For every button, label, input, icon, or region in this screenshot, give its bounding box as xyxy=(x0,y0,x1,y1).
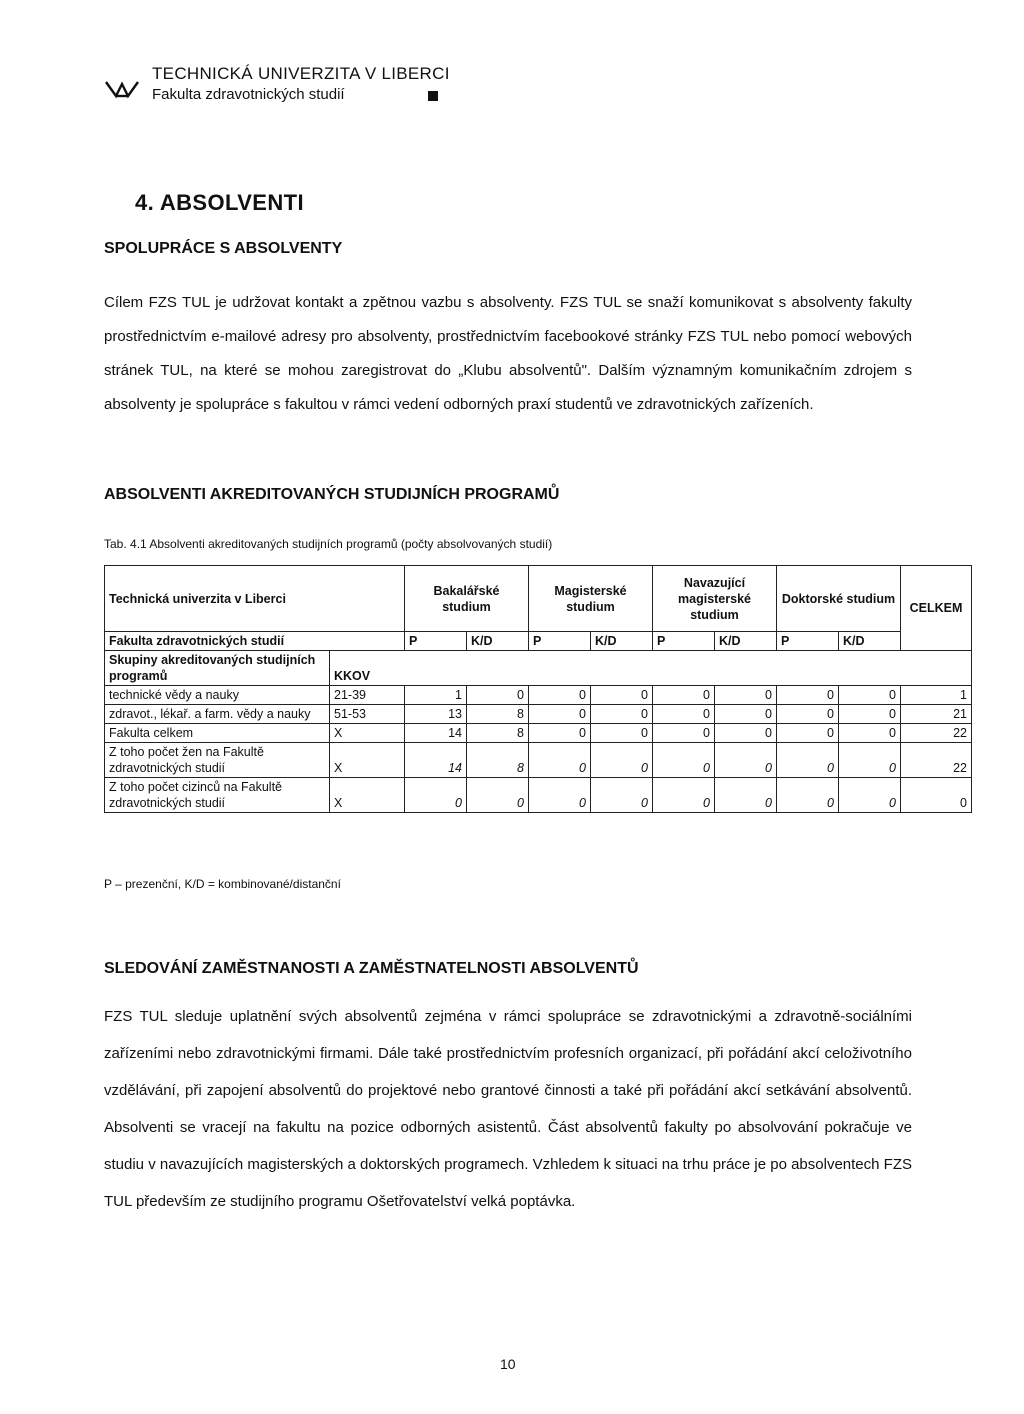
table-cell: 0 xyxy=(467,778,529,813)
table-cell: 0 xyxy=(653,705,715,724)
table-cell: 8 xyxy=(467,705,529,724)
university-logo-icon xyxy=(104,78,140,100)
table-cell: 0 xyxy=(591,724,653,743)
table-header-row xyxy=(105,566,972,632)
subheader-kd: K/D xyxy=(467,632,529,651)
row-code: X xyxy=(330,724,405,743)
col-header-doctoral: Doktorské studium xyxy=(777,566,901,632)
row-total: 22 xyxy=(901,724,972,743)
faculty-name: Fakulta zdravotnických studií xyxy=(152,86,345,103)
subtitle-graduates: ABSOLVENTI AKREDITOVANÝCH STUDIJNÍCH PROGRAMŮ xyxy=(104,486,560,503)
table-cell: 0 xyxy=(591,743,653,778)
col-header-total: CELKEM xyxy=(901,566,972,651)
table-cell: 0 xyxy=(839,724,901,743)
table-cell: 1 xyxy=(405,686,467,705)
faculty-row-label: Fakulta zdravotnických studií xyxy=(105,632,405,651)
row-total: 0 xyxy=(901,778,972,813)
subheader-kd: K/D xyxy=(839,632,901,651)
section-title: 4. ABSOLVENTI xyxy=(135,190,304,215)
table-cell: 0 xyxy=(529,743,591,778)
graduates-table xyxy=(104,565,972,813)
table-row xyxy=(105,743,972,778)
subheader-kd: K/D xyxy=(715,632,777,651)
row-code: 21-39 xyxy=(330,686,405,705)
table-cell: 8 xyxy=(467,724,529,743)
table-cell: 0 xyxy=(653,778,715,813)
row-label: Z toho počet cizinců na Fakultě zdravotnických studií xyxy=(105,778,330,813)
table-cell: 0 xyxy=(653,686,715,705)
table-row xyxy=(105,724,972,743)
table-groups-row xyxy=(105,651,972,686)
row-code: X xyxy=(330,778,405,813)
header-square-icon xyxy=(428,91,438,101)
table-cell: 14 xyxy=(405,724,467,743)
table-cell: 0 xyxy=(715,705,777,724)
row-code: 51-53 xyxy=(330,705,405,724)
row-total: 21 xyxy=(901,705,972,724)
table-cell: 0 xyxy=(715,778,777,813)
table-cell: 13 xyxy=(405,705,467,724)
table-body xyxy=(105,686,972,813)
table-cell: 0 xyxy=(653,724,715,743)
table-cell: 0 xyxy=(839,743,901,778)
subheader-p: P xyxy=(653,632,715,651)
table-caption: Tab. 4.1 Absolventi akreditovaných studijních programů (počty absolvovaných studií) xyxy=(104,537,553,551)
table-cell: 0 xyxy=(777,686,839,705)
table-row xyxy=(105,778,972,813)
table-cell: 0 xyxy=(405,778,467,813)
paragraph-employment: FZS TUL sleduje uplatnění svých absolventů zejména v rámci spolupráce se zdravotnickými a zdravotně-sociálními zařízeními nebo zdravotnickými firmami. Dále také prostřednictvím profesních organizací, při pořádání akcí celoživotního vzdělávání, při zapojení absolventů do projektové nebo grantové činnosti a také při pořádání akcí setkávání absolventů. Absolventi se vracejí na fakultu na pozice odborných asistentů. Část absolventů fakulty po absolvování pokračuje ve studiu v navazujících magisterských a doktorských programech. Vzhledem k situaci na trhu práce je po absolventech FZS TUL především ze studijního programu Ošetřovatelství velká poptávka. xyxy=(104,1008,912,1210)
table-cell: 8 xyxy=(467,743,529,778)
groups-label: Skupiny akreditovaných studijních programů xyxy=(105,651,330,686)
row-code: X xyxy=(330,743,405,778)
table-cell: 0 xyxy=(591,686,653,705)
table-cell: 0 xyxy=(715,686,777,705)
table-cell: 0 xyxy=(777,705,839,724)
col-header-follow-up-master: Navazující magisterské studium xyxy=(653,566,777,632)
table-cell: 0 xyxy=(839,686,901,705)
table-cell: 14 xyxy=(405,743,467,778)
table-cell: 0 xyxy=(529,705,591,724)
subheader-kd: K/D xyxy=(591,632,653,651)
kkov-label: KKOV xyxy=(330,651,972,686)
table-cell: 0 xyxy=(653,743,715,778)
col-header-master: Magisterské studium xyxy=(529,566,653,632)
table-row xyxy=(105,686,972,705)
table-footnote: P – prezenční, K/D = kombinované/distanční xyxy=(104,877,341,891)
table-cell: 0 xyxy=(591,705,653,724)
subheader-p: P xyxy=(777,632,839,651)
paragraph-cooperation: Cílem FZS TUL je udržovat kontakt a zpětnou vazbu s absolventy. FZS TUL se snaží komunikovat s absolventy fakulty prostřednictvím e-mailové adresy pro absolventy, prostřednictvím facebookové stránky FZS TUL nebo pomocí webových stránek TUL, na které se mohou zaregistrovat do „Klubu absolventů". Dalším významným komunikačním zdrojem s absolventy je spolupráce s fakultou v rámci vedení odborných praxí studentů ve zdravotnických zařízeních. xyxy=(104,294,912,413)
table-cell: 0 xyxy=(715,743,777,778)
row-total: 1 xyxy=(901,686,972,705)
table-cell: 0 xyxy=(529,778,591,813)
table-cell: 0 xyxy=(839,705,901,724)
page-number: 10 xyxy=(500,1356,516,1372)
university-name: TECHNICKÁ UNIVERZITA V LIBERCI xyxy=(152,64,450,83)
table-cell: 0 xyxy=(467,686,529,705)
subtitle-employment: SLEDOVÁNÍ ZAMĚSTNANOSTI A ZAMĚSTNATELNOSTI ABSOLVENTŮ xyxy=(104,960,639,977)
table-row xyxy=(105,705,972,724)
table-cell: 0 xyxy=(839,778,901,813)
row-total: 22 xyxy=(901,743,972,778)
table-cell: 0 xyxy=(591,778,653,813)
subtitle-cooperation: SPOLUPRÁCE S ABSOLVENTY xyxy=(104,240,343,257)
row-label: zdravot., lékař. a farm. vědy a nauky xyxy=(105,705,330,724)
table-corner-label: Technická univerzita v Liberci xyxy=(105,566,405,632)
table-subheader-row xyxy=(105,632,972,651)
row-label: Fakulta celkem xyxy=(105,724,330,743)
row-label: technické vědy a nauky xyxy=(105,686,330,705)
table-cell: 0 xyxy=(715,724,777,743)
col-header-bachelor: Bakalářské studium xyxy=(405,566,529,632)
subheader-p: P xyxy=(529,632,591,651)
table-cell: 0 xyxy=(529,686,591,705)
table-cell: 0 xyxy=(777,724,839,743)
table-cell: 0 xyxy=(529,724,591,743)
table-cell: 0 xyxy=(777,778,839,813)
table-cell: 0 xyxy=(777,743,839,778)
subheader-p: P xyxy=(405,632,467,651)
row-label: Z toho počet žen na Fakultě zdravotnických studií xyxy=(105,743,330,778)
